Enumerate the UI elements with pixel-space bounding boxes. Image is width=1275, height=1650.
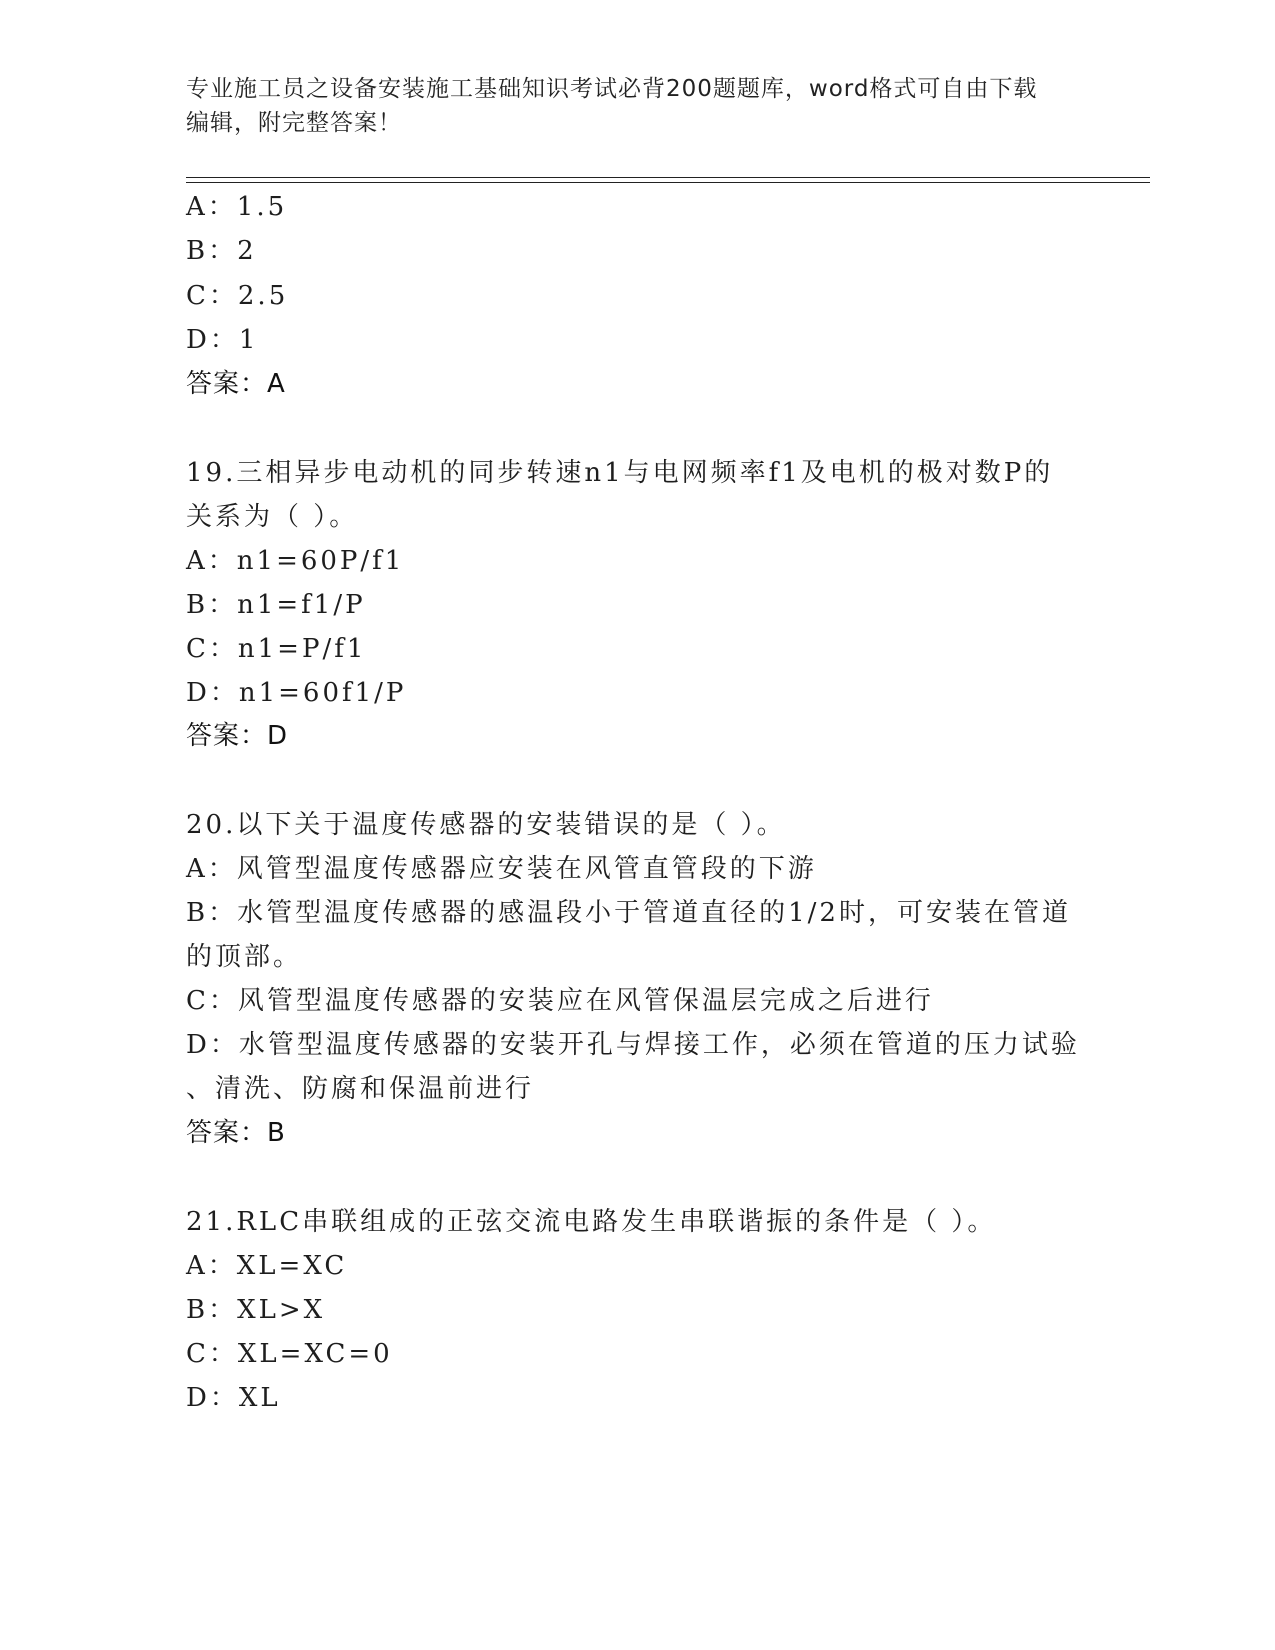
q21-stem: 21.RLC串联组成的正弦交流电路发生串联谐振的条件是（ ）。 (186, 1207, 997, 1237)
q20-option-c: C：风管型温度传感器的安装应在风管保温层完成之后进行 (186, 986, 934, 1016)
document-header (186, 72, 1066, 140)
header-line-1: 专业施工员之设备安装施工基础知识考试必背200题题库，word格式可自由下载 (186, 76, 1038, 102)
q19-option-c: C：n1=P/f1 (186, 634, 367, 664)
header-line-2: 编辑，附完整答案！ (186, 110, 402, 136)
q21-option-c: C：XL=XC=0 (186, 1339, 393, 1369)
q20-option-b-line-2: 的顶部。 (186, 942, 303, 972)
q18-option-b: B：2 (186, 236, 257, 266)
q21-option-a: A：XL=XC (186, 1251, 348, 1281)
q18-option-a: A：1.5 (186, 192, 288, 222)
q20-option-b-line-1: B：水管型温度传感器的感温段小于管道直径的1/2时，可安装在管道 (186, 898, 1071, 928)
q20-option-a: A：风管型温度传感器应安装在风管直管段的下游 (186, 854, 817, 884)
q20-stem: 20.以下关于温度传感器的安装错误的是（ ）。 (186, 810, 786, 840)
q21-option-d: D：XL (186, 1383, 281, 1413)
q18-option-d: D：1 (186, 325, 259, 355)
q19-option-d: D：n1=60f1/P (186, 678, 407, 708)
q20-option-d-line-2: 、清洗、防腐和保温前进行 (186, 1074, 535, 1104)
header-divider-top (186, 177, 1150, 178)
q20-option-d-line-1: D：水管型温度传感器的安装开孔与焊接工作，必须在管道的压力试验 (186, 1030, 1080, 1060)
q19-stem-line-1: 19.三相异步电动机的同步转速n1与电网频率f1及电机的极对数P的 (186, 458, 1054, 488)
q20-answer: 答案：B (186, 1118, 286, 1148)
q18-option-c: C：2.5 (186, 281, 289, 311)
q19-option-b: B：n1=f1/P (186, 590, 366, 620)
q19-option-a: A：n1=60P/f1 (186, 546, 405, 576)
q21-option-b: B：XL>X (186, 1295, 326, 1325)
header-divider-bottom (186, 182, 1150, 183)
q19-answer: 答案：D (186, 721, 289, 751)
q18-answer: 答案：A (186, 369, 286, 399)
q19-stem-line-2: 关系为（ ）。 (186, 502, 359, 532)
